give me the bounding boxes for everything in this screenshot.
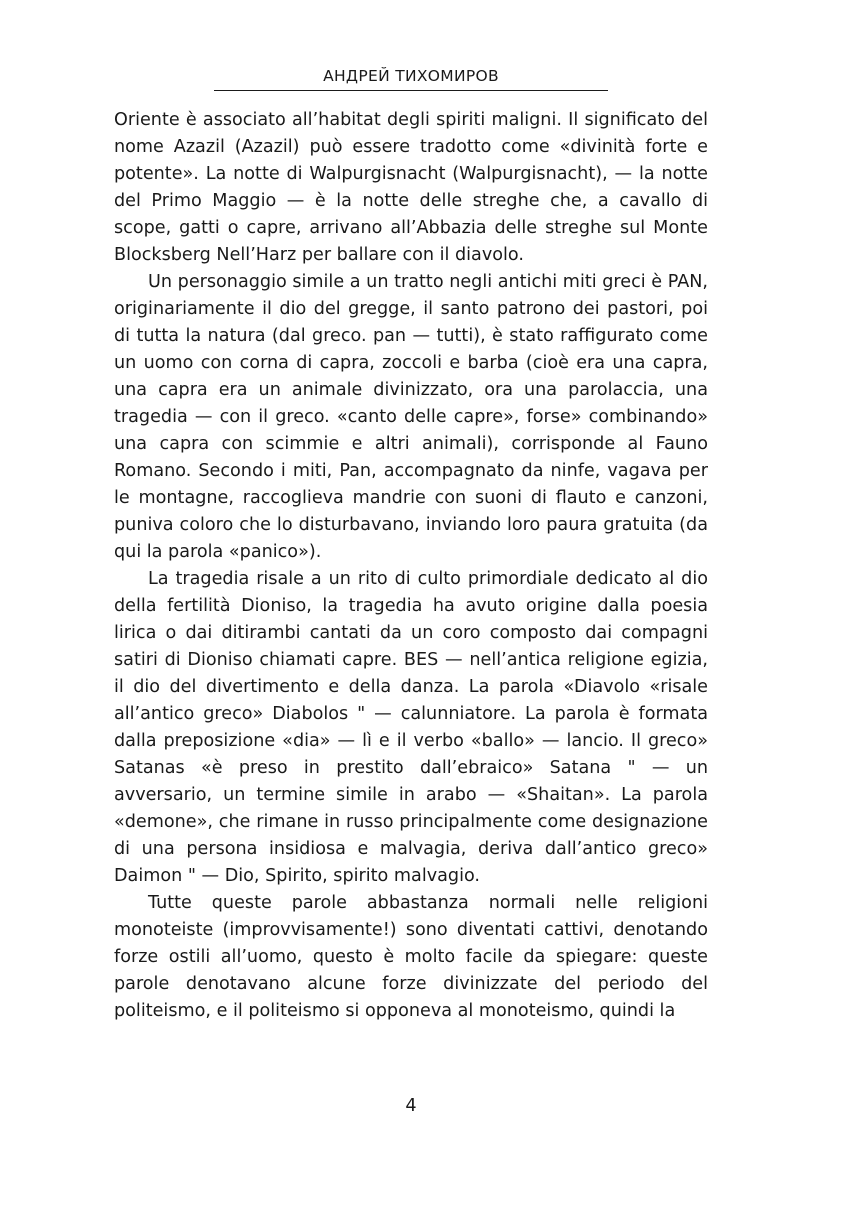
paragraph-3: La tragedia risale a un rito di culto primordiale dedicato al dio della fertilità Dioniso, la tragedia ha avuto origine dalla poesia lirica o dai ditirambi cantati da un coro composto dai compagni satiri di Dioniso chiamati capre. BES — nell’antica religione egizia, il dio del divertimento e della danza. La parola «Diavolo «risale all’antico greco» Diabolos " — calunniatore. La parola è formata dalla preposizione «dia» — lì e il verbo «ballo» — lancio. Il greco» Satanas «è preso in prestito dall’ebraico» Satana " — un avversario, un termine simile in arabo — «Shaitan». La parola «demone», che rimane in russo principalmente come designazione di una persona insidiosa e malvagia, deriva dall’antico greco» Daimon " — Dio, Spirito, spirito malvagio.: [114, 569, 708, 886]
header-divider: [214, 90, 608, 91]
page-number: 4: [405, 1096, 417, 1116]
paragraph-4: Tutte queste parole abbastanza normali nelle religioni monoteiste (improvvisamente!) sono diventati cattivi, denotando forze ostili all’uomo, questo è molto facile da spiegare: queste parole denotavano alcune forze divinizzate del periodo del politeismo, e il politeismo si opponeva al monoteismo, quindi la: [114, 893, 708, 1021]
paragraph-1: Oriente è associato all’habitat degli spiriti maligni. Il significato del nome Azazil (Azazil) può essere tradotto come «divinità forte e potente». La notte di Walpurgisnacht (Walpurgisnacht), — la notte del Primo Maggio — è la notte delle streghe che, a cavallo di scope, gatti o capre, arrivano all’Abbazia delle streghe sul Monte Blocksberg Nell’Harz per ballare con il diavolo.: [114, 110, 708, 265]
page-body: [114, 107, 708, 1025]
running-header: АНДРЕЙ ТИХОМИРОВ: [323, 67, 499, 85]
paragraph-2: Un personaggio simile a un tratto negli antichi miti greci è PAN, originariamente il dio del gregge, il santo patrono dei pastori, poi di tutta la natura (dal greco. pan — tutti), è stato raffigurato come un uomo con corna di capra, zoccoli e barba (cioè era una capra, una capra era un animale divinizzato, ora una parolaccia, una tragedia — con il greco. «canto delle capre», forse» combinando» una capra con scimmie e altri animali), corrisponde al Fauno Romano. Secondo i miti, Pan, accompagnato da ninfe, vagava per le montagne, raccoglieva mandrie con suoni di flauto e canzoni, puniva coloro che lo disturbavano, inviando loro paura gratuita (da qui la parola «panico»).: [114, 272, 708, 562]
